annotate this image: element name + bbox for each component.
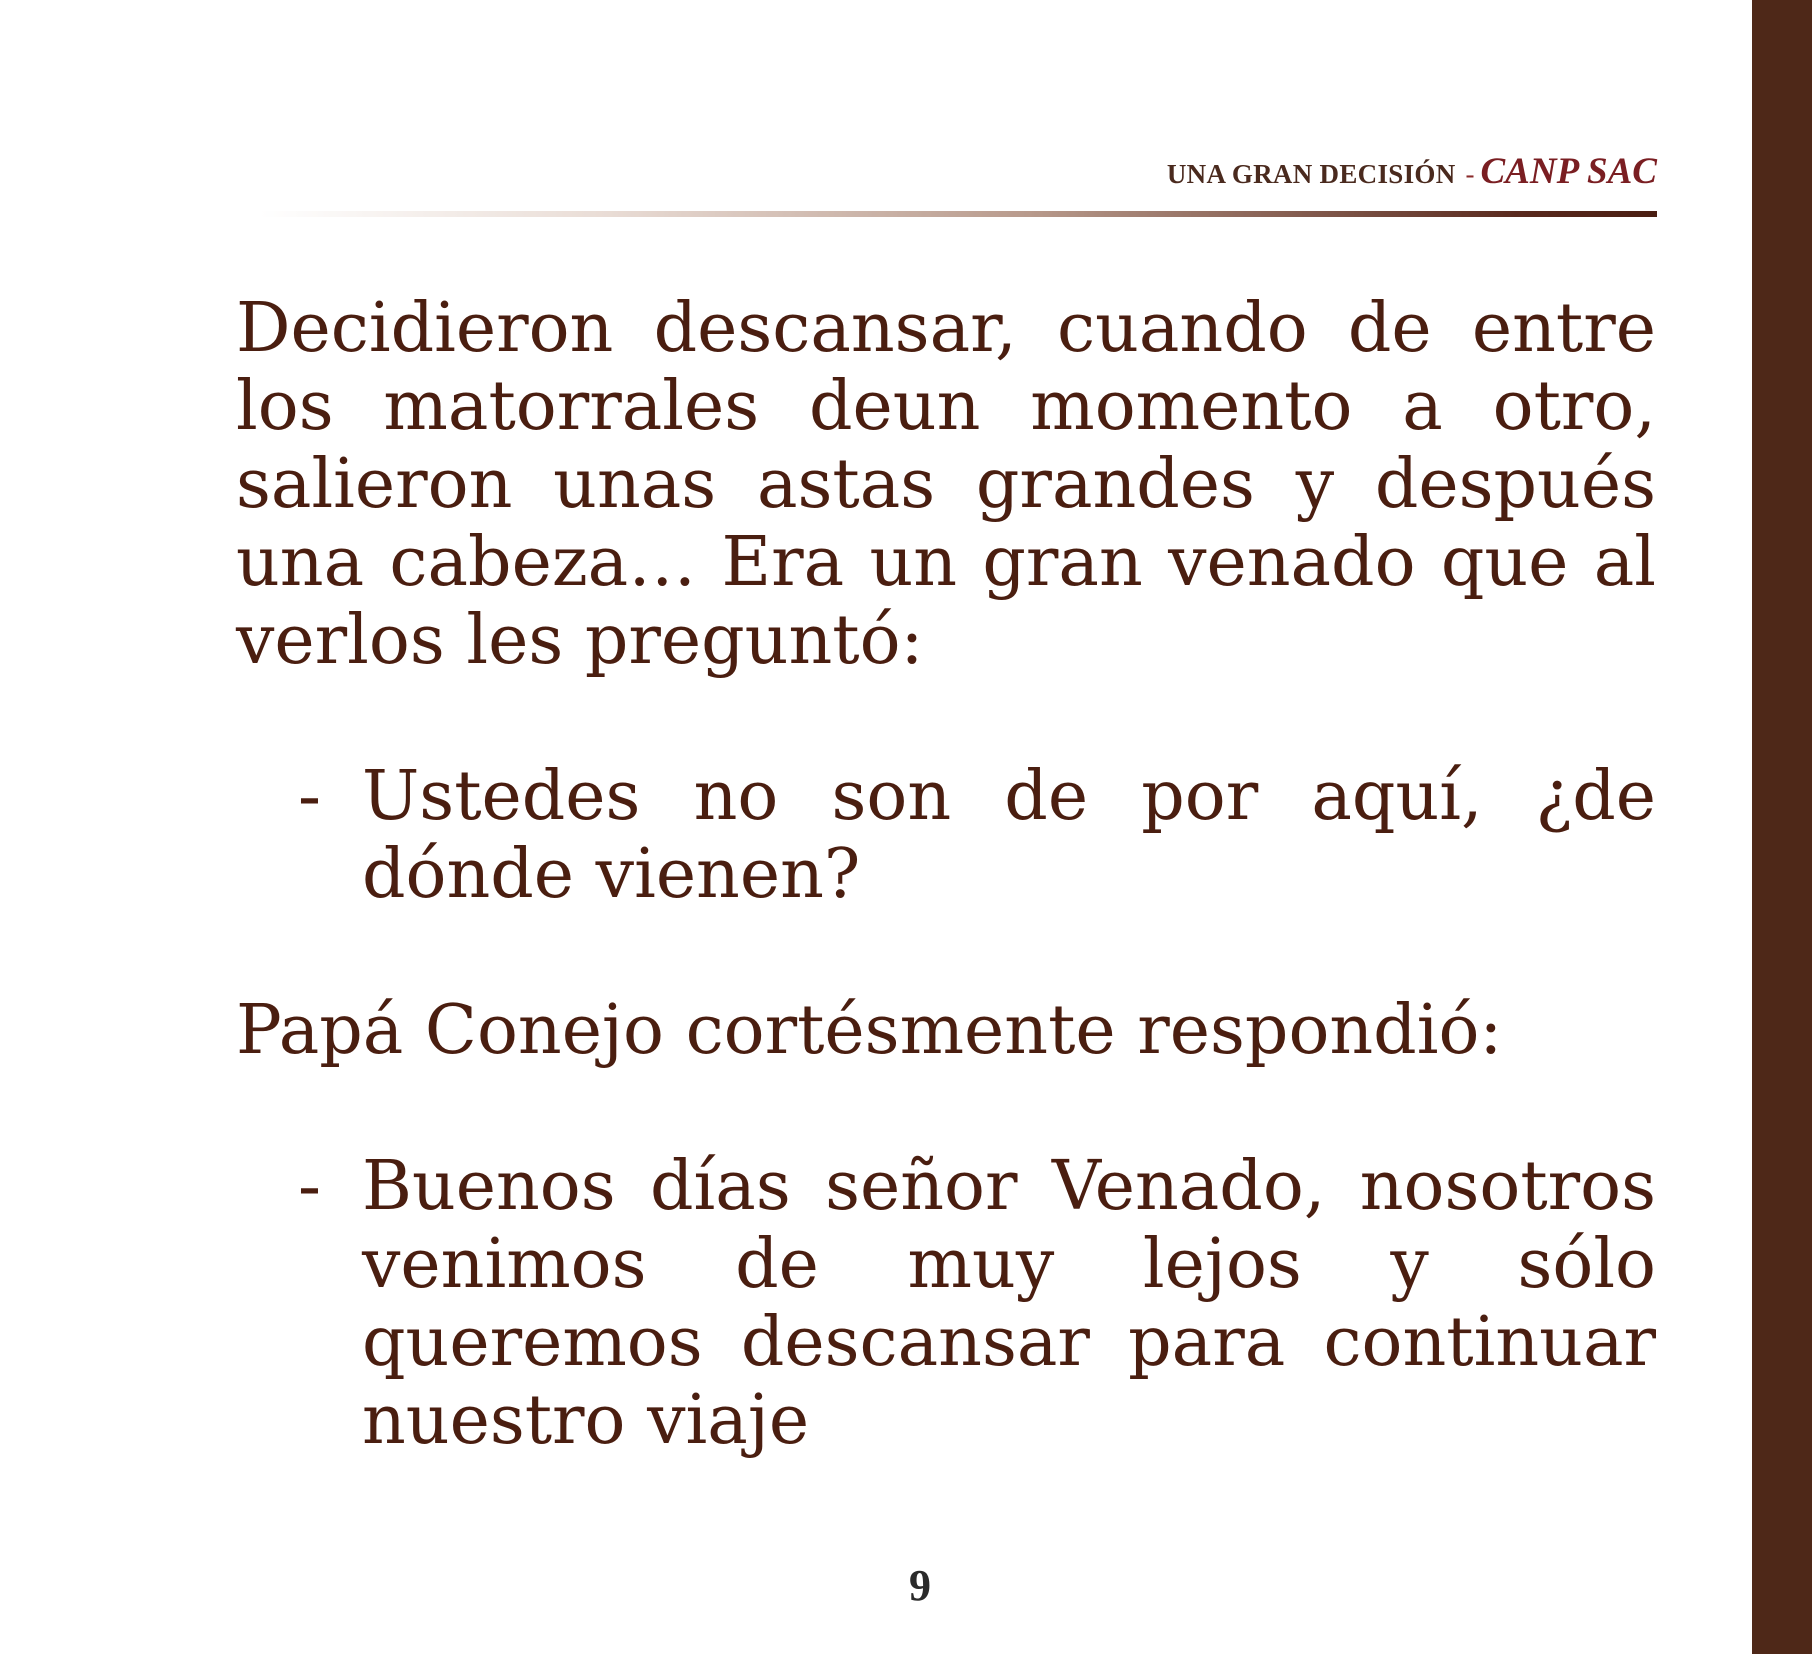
dialogue-text: Buenos días señor Venado, nosotros venimos de muy lejos y sólo queremos descansar para continuar nuestro viaje [362, 1147, 1656, 1460]
dialogue-dash: - [298, 757, 321, 836]
paragraph-narration-1: Decidieron descansar, cuando de entre los matorrales deun momento a otro, salieron unas astas grandes y después una cabeza… Era un gran venado que al verlos les preguntó: [236, 289, 1656, 680]
header-brand: CANP SAC [1480, 151, 1657, 192]
dialogue-text: Ustedes no son de por aquí, ¿de dónde vienen? [362, 757, 1656, 914]
header-title: UNA GRAN DECISIÓN [1166, 159, 1456, 189]
dialogue-venado [298, 758, 1656, 914]
story-text [236, 290, 1656, 1460]
header-rule [260, 211, 1657, 217]
dialogue-dash: - [298, 1147, 321, 1226]
paragraph-narration-2: Papá Conejo cortésmente respondió: [236, 991, 1503, 1070]
header-separator: - [1465, 159, 1475, 189]
page-number: 9 [909, 1561, 931, 1610]
dialogue-papa-conejo [298, 1148, 1656, 1460]
side-band [1752, 0, 1812, 1654]
running-header [1167, 150, 1657, 193]
